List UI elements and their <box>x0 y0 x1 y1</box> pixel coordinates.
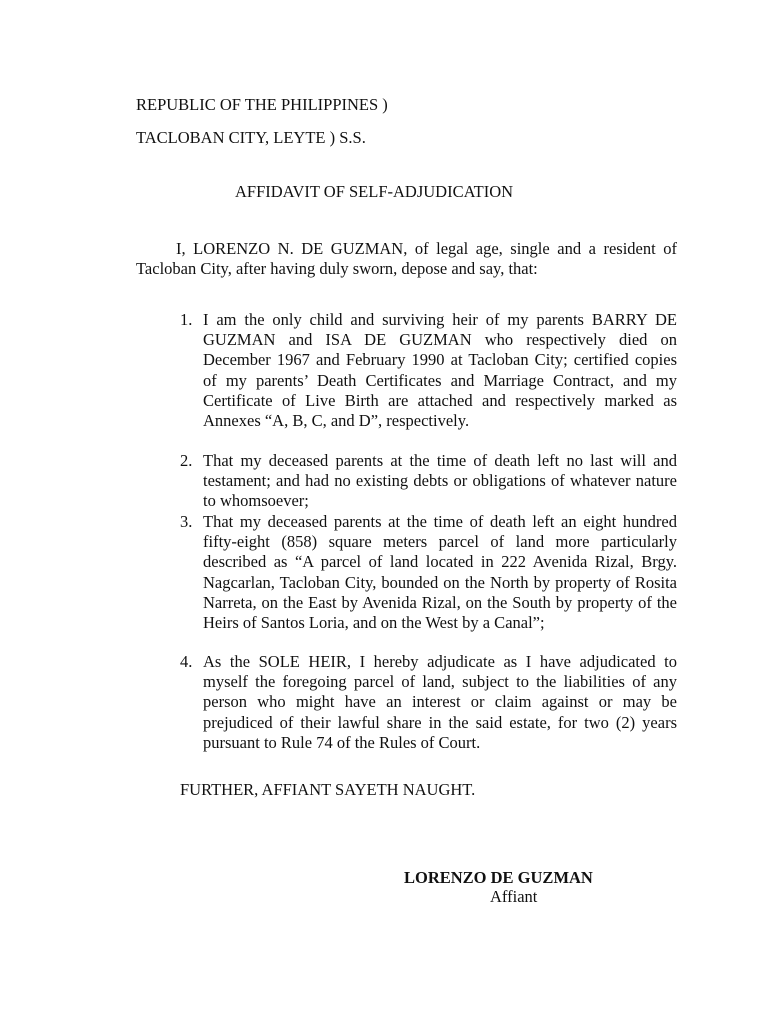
list-item-number: 1. <box>180 310 193 329</box>
list-item-text: As the SOLE HEIR, I hereby adjudicate as I have adjudicated to myself the foregoing parcel of land, subject to the liabilities of any person who might have an interest or claim against or may be prejudiced of their lawful share in the said estate, for two (2) years pursuant to Rule 74 of the Rules of Court. <box>203 652 677 752</box>
list-item <box>180 512 677 633</box>
signatory-name: LORENZO DE GUZMAN <box>404 868 593 887</box>
list-item-number: 2. <box>180 451 193 470</box>
list-item-text: That my deceased parents at the time of death left an eight hundred fifty-eight (858) square meters parcel of land more particularly described as “A parcel of land located in 222 Avenida Rizal, Brgy. Nagcarlan, Tacloban City, bounded on the North by property of Rosita Narreta, on the East by Avenida Rizal, on the South by property of the Heirs of Santos Loria, and on the West by a Canal”; <box>203 512 677 633</box>
list-item-number: 3. <box>180 512 193 531</box>
venue-line-republic: REPUBLIC OF THE PHILIPPINES ) <box>136 95 388 114</box>
list-item <box>180 652 677 753</box>
list-item-text: I am the only child and surviving heir of my parents BARRY DE GUZMAN and ISA DE GUZMAN who respectively died on December 1967 and February 1990 at Tacloban City; certified copies of my parents’ Death Certificates and Marriage Contract, and my Certificate of Live Birth are attached and respectively marked as Annexes “A, B, C, and D”, respectively. <box>203 310 677 431</box>
venue-line-city: TACLOBAN CITY, LEYTE ) S.S. <box>136 128 366 147</box>
list-item <box>180 451 677 512</box>
document-title: AFFIDAVIT OF SELF-ADJUDICATION <box>235 182 514 201</box>
intro-paragraph: I, LORENZO N. DE GUZMAN, of legal age, single and a resident of Tacloban City, after having duly sworn, depose and say, that: <box>136 239 677 279</box>
signatory-role: Affiant <box>490 887 538 906</box>
list-item <box>180 310 677 431</box>
list-item-text: That my deceased parents at the time of death left no last will and testament; and had no existing debts or obligations of whatever nature to whomsoever; <box>203 451 677 511</box>
closing-statement: FURTHER, AFFIANT SAYETH NAUGHT. <box>180 780 476 799</box>
list-item-number: 4. <box>180 652 193 671</box>
